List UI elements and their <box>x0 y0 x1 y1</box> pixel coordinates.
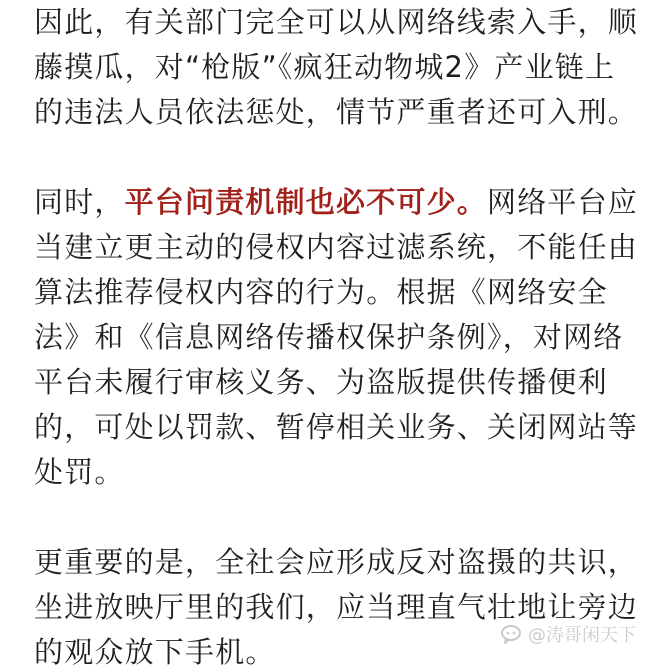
paragraph-2-line-2: 当建立更主动的侵权内容过滤系统，不能任由 <box>34 230 639 264</box>
chat-bubble-icon <box>500 623 522 645</box>
paragraph-2-lead: 同时， <box>34 185 125 219</box>
paragraph-3-line-3: 的观众放下手机。 <box>34 635 276 669</box>
paragraph-2-line-1 <box>34 182 638 222</box>
paragraph-2-line-5: 平台未履行审核义务、为盗版提供传播便利 <box>34 365 608 399</box>
author-watermark <box>500 619 636 649</box>
paragraph-2-line-6: 的，可处以罚款、暂停相关业务、关闭网站等 <box>34 410 639 444</box>
watermark-text: @涛哥闲天下 <box>528 625 636 646</box>
emphasis-text: 平台问责机制也必不可少。 <box>124 185 488 219</box>
paragraph-3-line-1: 更重要的是，全社会应形成反对盗摄的共识， <box>34 545 639 579</box>
paragraph-2-line-7: 处罚。 <box>34 455 125 489</box>
paragraph-2-line-3: 算法推荐侵权内容的行为。根据《网络安全 <box>34 275 608 309</box>
paragraph-1-line-1: 因此，有关部门完全可以从网络线索入手，顺 <box>34 5 639 39</box>
paragraph-1-line-3: 的违法人员依法惩处，情节严重者还可入刑。 <box>34 95 639 129</box>
paragraph-2-tail: 网络平台应 <box>487 185 639 219</box>
paragraph-1-line-2: 藤摸瓜，对“枪版”《疯狂动物城2》产业链上 <box>34 50 616 84</box>
paragraph-2-line-4: 法》和《信息网络传播权保护条例》，对网络 <box>34 320 624 354</box>
paragraph-3-line-2: 坐进放映厅里的我们，应当理直气壮地让旁边 <box>34 590 639 624</box>
